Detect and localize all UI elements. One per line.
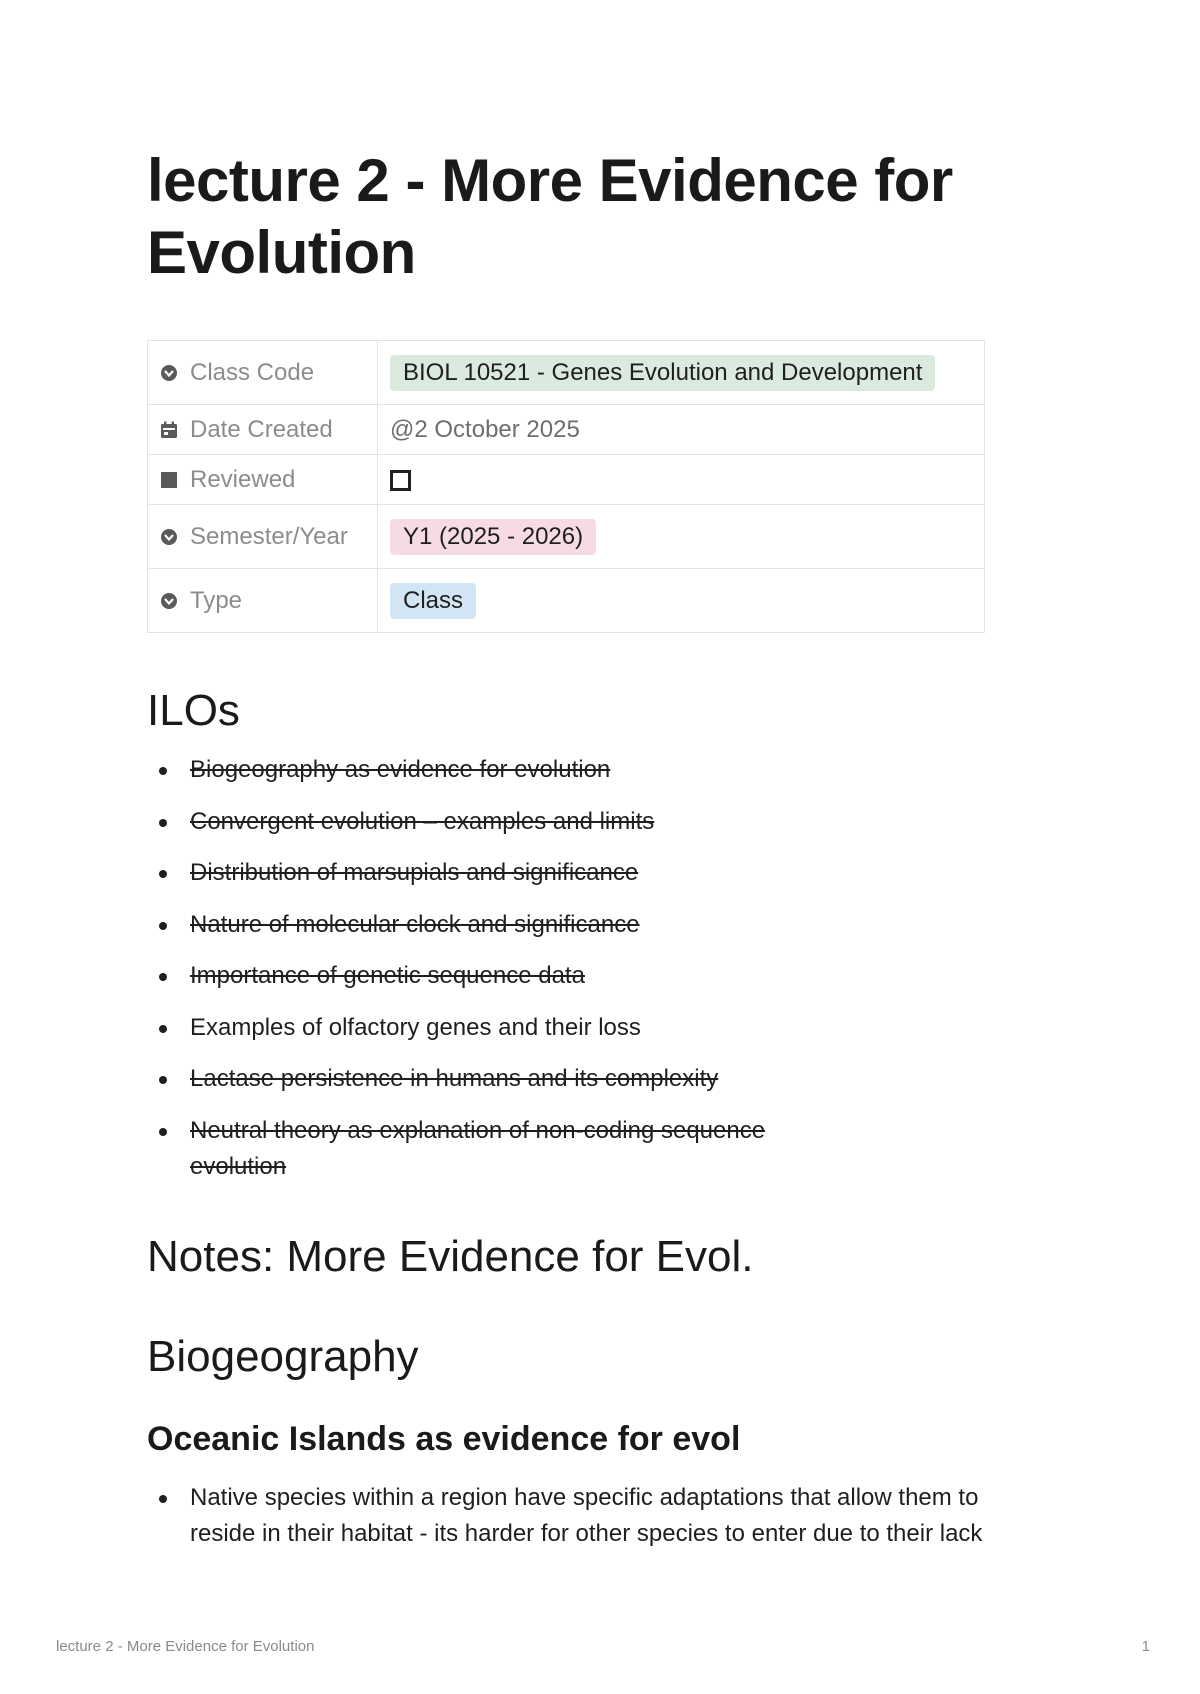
date-created-value[interactable]: @2 October 2025 [390, 415, 580, 443]
property-key: Date Created [190, 415, 333, 443]
bullet-icon [159, 922, 167, 930]
select-icon [160, 364, 182, 382]
bullet-icon [159, 870, 167, 878]
bullet-icon [159, 767, 167, 775]
bullet-icon [159, 1128, 167, 1136]
list-item: Importance of genetic sequence data [147, 958, 867, 994]
property-key: Semester/Year [190, 522, 348, 550]
list-item: Native species within a region have specific adaptations that allow them to reside in their habitat - its harder for other species to enter due to their lack [147, 1480, 1007, 1552]
bullet-icon [159, 1495, 167, 1503]
list-item: Neutral theory as explanation of non-coding sequence evolution [147, 1113, 867, 1185]
ilo-list [147, 752, 867, 1200]
oceanic-islands-heading: Oceanic Islands as evidence for evol [147, 1420, 741, 1458]
property-row-date-created [148, 405, 985, 455]
ilos-heading: ILOs [147, 686, 240, 735]
property-row-semester-year [148, 505, 985, 569]
property-row-class-code [148, 341, 985, 405]
list-item: Convergent evolution – examples and limits [147, 804, 867, 840]
list-item: Nature of molecular clock and significance [147, 907, 867, 943]
bullet-icon [159, 1076, 167, 1084]
property-key: Type [190, 586, 243, 614]
page-title: lecture 2 - More Evidence for Evolution [147, 147, 953, 286]
calendar-icon [160, 421, 182, 439]
checkbox-property-icon [160, 471, 182, 489]
property-row-type [148, 569, 985, 633]
bullet-icon [159, 973, 167, 981]
bullet-icon [159, 819, 167, 827]
notes-heading: Notes: More Evidence for Evol. [147, 1232, 754, 1281]
type-tag[interactable]: Class [390, 583, 476, 619]
biogeography-heading: Biogeography [147, 1332, 419, 1381]
list-item: Examples of olfactory genes and their loss [147, 1010, 867, 1046]
oceanic-list [147, 1480, 1007, 1552]
select-icon [160, 592, 182, 610]
property-key: Class Code [190, 358, 315, 386]
properties-table [147, 340, 985, 633]
class-code-tag[interactable]: BIOL 10521 - Genes Evolution and Development [390, 355, 935, 391]
reviewed-checkbox[interactable] [390, 470, 411, 491]
list-item: Biogeography as evidence for evolution [147, 752, 867, 788]
property-key: Reviewed [190, 465, 296, 493]
footer-page-number: 1 [1141, 1638, 1150, 1655]
bullet-icon [159, 1025, 167, 1033]
list-item: Lactase persistence in humans and its complexity [147, 1061, 867, 1097]
property-row-reviewed [148, 455, 985, 505]
list-item: Distribution of marsupials and significance [147, 855, 867, 891]
select-icon [160, 528, 182, 546]
semester-year-tag[interactable]: Y1 (2025 - 2026) [390, 519, 596, 555]
footer-doc-title: lecture 2 - More Evidence for Evolution [56, 1638, 315, 1655]
